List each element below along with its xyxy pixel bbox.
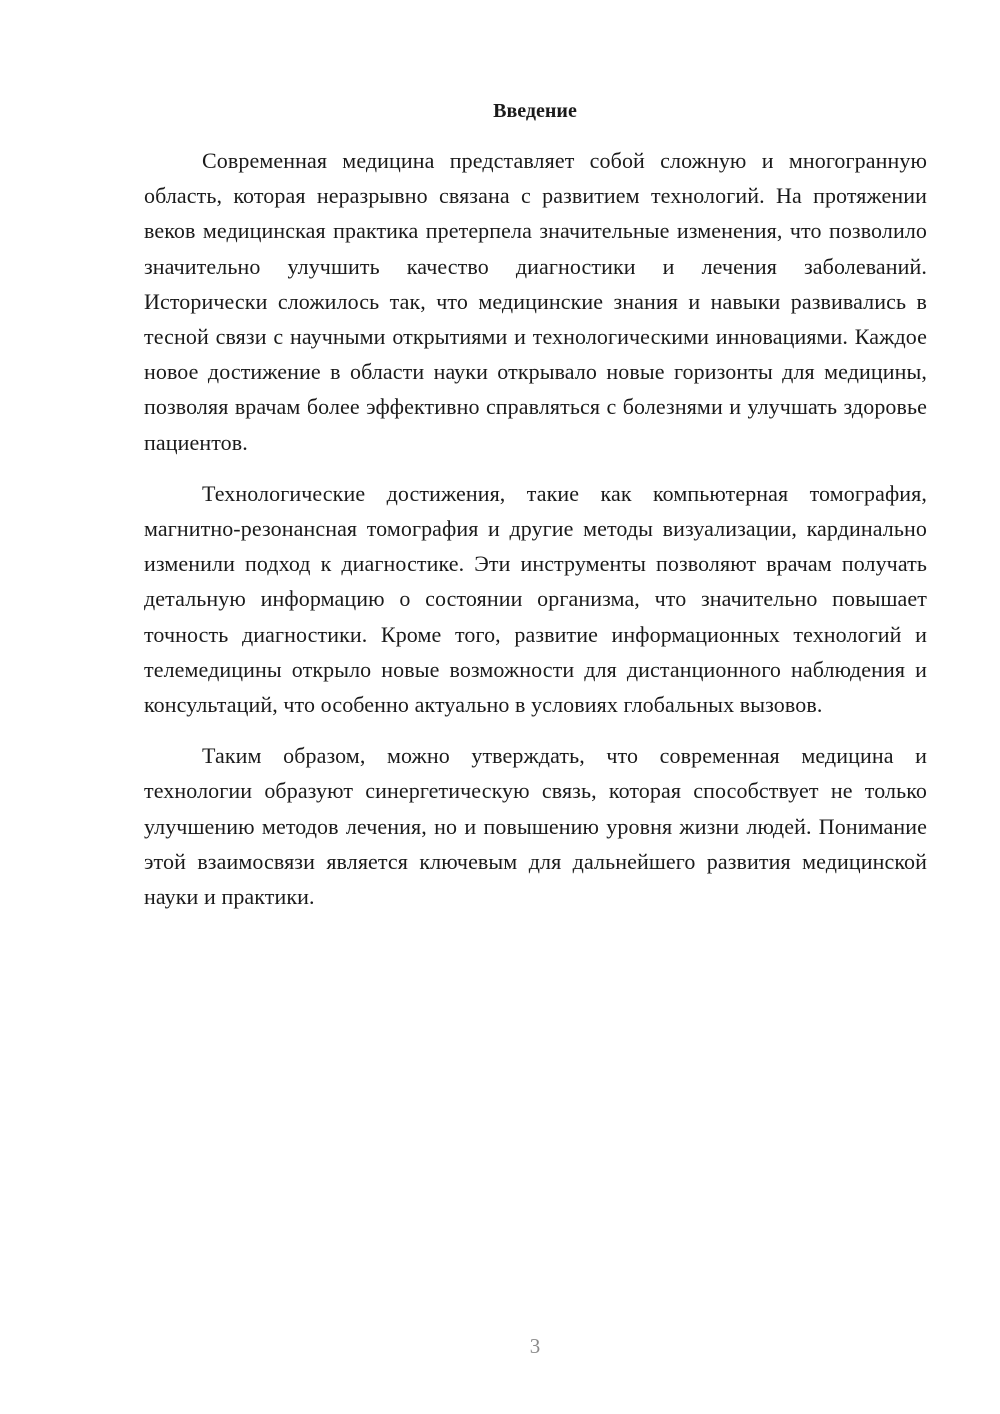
paragraph-1: Современная медицина представляет собой сложную и многогранную область, которая неразрывно связана с развитием технологий. На протяжении веков медицинская практика претерпела значительные изменения, что позволило значительно улучшить качество диагностики и лечения заболеваний. Исторически сложилось так, что медицинские знания и навыки развивались в тесной связи с научными открытиями и технологическими инновациями. Каждое новое достижение в области науки открывало новые горизонты для медицины, позволяя врачам более эффективно справляться с болезнями и улучшать здоровье пациентов.	[144, 148, 927, 455]
paragraph-2: Технологические достижения, такие как компьютерная томография, магнитно-резонансная томография и другие методы визуализации, кардинально изменили подход к диагностике. Эти инструменты позволяют врачам получать детальную информацию о состоянии организма, что значительно повышает точность диагностики. Кроме того, развитие информационных технологий и телемедицины открыло новые возможности для дистанционного наблюдения и консультаций, что особенно актуально в условиях глобальных вызовов.	[144, 480, 927, 718]
paragraph-3: Таким образом, можно утверждать, что современная медицина и технологии образуют синергетическую связь, которая способствует не только улучшению методов лечения, но и повышению уровня жизни людей. Понимание этой взаимосвязи является ключевым для дальнейшего развития медицинской науки и практики.	[144, 743, 927, 910]
section-heading: Введение	[493, 100, 577, 122]
body-text	[144, 143, 927, 930]
page-number: 3	[529, 1334, 541, 1358]
